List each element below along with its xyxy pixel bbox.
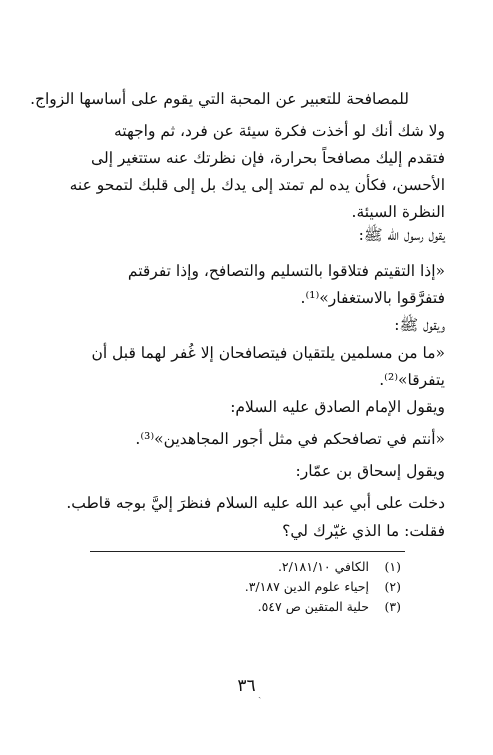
footnotes [245,557,401,617]
text-line: «ما من مسلمين يلتقيان فيتصافحان إلا غُفر لهما قبل أن [91,344,445,362]
text-line: للمصافحة للتعبير عن المحبة التي يقوم على أساسها الزواج. [30,90,409,108]
text-line: ويقول الإمام الصادق عليه السلام: [230,398,445,416]
footnote [245,597,401,617]
footnote [245,557,401,577]
text-line: ولا شك أنك لو أخذت فكرة سيئة عن فرد، ثم واجهته [113,122,445,140]
footnote-separator [90,551,405,552]
text-line: يقول رسول الله ﷺ: [358,226,445,244]
paragraph [48,118,445,226]
footnote-text: الكافي ٢/١٨١/١٠. [277,559,370,574]
paragraph [145,394,445,421]
hadith-quote [85,426,445,453]
text-line: النظرة السيئة. [351,203,445,221]
footnote-number: (١) [384,559,401,574]
text-line: دخلت على أبي عبد الله عليه السلام فنظرَ إليَّ بوجه قاطب. [66,494,445,512]
text-line: يتفرقا»⁽²⁾. [379,371,445,389]
text-line: ويقول ﷺ: [394,316,445,334]
footnote-text: حلية المتقين ص ٥٤٧. [257,599,370,614]
page-number: ٣٦ [237,676,256,696]
paragraph [185,222,445,249]
text-line: فتفرَّقوا بالاستغفار»⁽¹⁾. [300,289,445,307]
text-line: ويقول إسحاق بن عمّار: [295,462,445,480]
paragraph [205,458,445,485]
paragraph [205,518,445,545]
footnote-number: (٢) [384,579,401,594]
paragraph [245,312,445,339]
text-line: «إذا التقيتم فتلاقوا بالتسليم والتصافح، وإذا تفرقتم [127,262,445,280]
text-line: الأحسن، فكأن يده لم تمتد إلى يدك بل إلى قلبك لتمحو عنه [69,176,445,194]
hadith-quote [48,340,445,394]
paragraph [30,86,409,113]
paragraph [48,490,445,517]
footnote-number: (٣) [384,599,401,614]
scan-mark: ˏ [258,688,262,699]
footnote [245,577,401,597]
hadith-quote [48,258,445,312]
footnote-text: إحياء علوم الدين ٣/١٨٧. [244,579,370,594]
text-line: فقلت: ما الذي غيّرك لي؟ [282,522,445,540]
text-line: فتقدم إليك مصافحاً بحرارة، فإن نظرتك عنه ستتغير إلى [91,149,445,167]
text-line: «أنتم في تصافحكم في مثل أجور المجاهدين»⁽³⁾. [135,430,445,448]
